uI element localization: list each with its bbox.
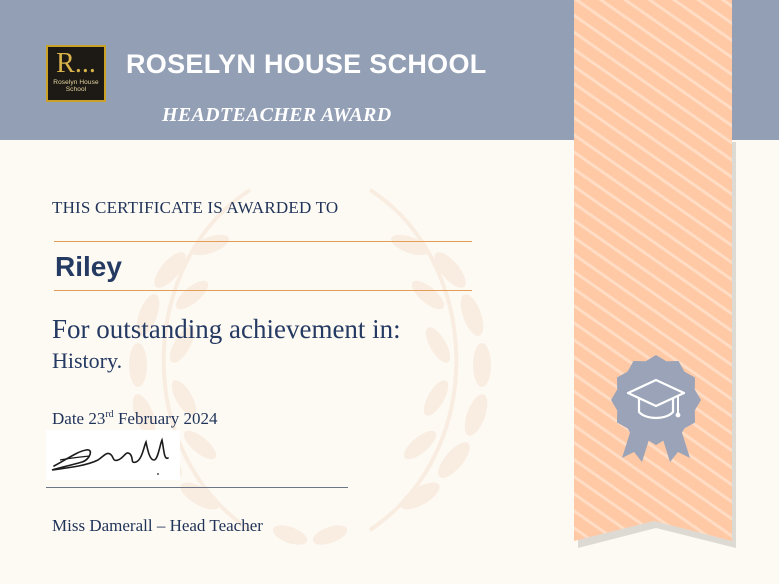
- logo-mark: R...: [56, 48, 96, 79]
- date-prefix: Date 23: [52, 409, 106, 428]
- school-logo: [46, 45, 106, 102]
- award-title: HEADTEACHER AWARD: [162, 104, 392, 126]
- logo-text-line2: School: [65, 86, 87, 93]
- school-name: ROSELYN HOUSE SCHOOL: [126, 49, 487, 79]
- achievement-subject: History.: [52, 348, 123, 373]
- date-rest: February 2024: [113, 409, 218, 428]
- name-top-rule: [54, 241, 472, 242]
- award-date: [52, 409, 218, 429]
- name-bottom-rule: [54, 290, 472, 291]
- date-ordinal: rd: [105, 409, 114, 420]
- awarded-to-label: THIS CERTIFICATE IS AWARDED TO: [52, 198, 339, 217]
- signatory-name: Miss Damerall – Head Teacher: [52, 516, 263, 535]
- handwritten-signature: [46, 430, 180, 480]
- logo-text-line1: Roselyn House: [53, 79, 99, 86]
- signature-rule: [46, 487, 348, 488]
- award-ribbon: [574, 0, 736, 548]
- achievement-label: For outstanding achievement in:: [52, 314, 401, 344]
- recipient-name: Riley: [55, 251, 122, 282]
